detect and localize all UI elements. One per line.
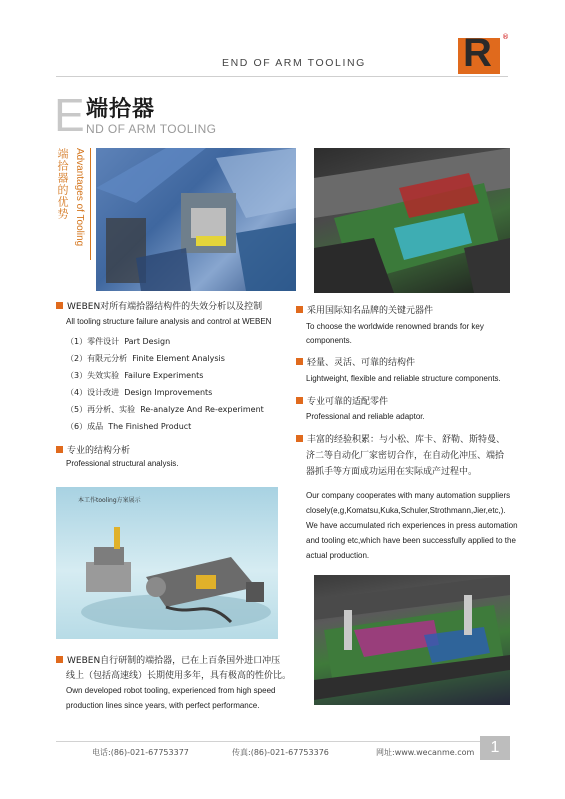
lightweight-heading xyxy=(296,357,415,369)
bullet-square-icon xyxy=(296,397,303,404)
robot-tooling-cn-2: 线上（包括高速线）长期使用多年，具有极高的性价比。 xyxy=(66,671,292,681)
page-title-en: ND OF ARM TOOLING xyxy=(86,122,217,136)
structural-analysis-cn: 专业的结构分析 xyxy=(67,446,131,456)
list-item: （1）零件设计 Part Design xyxy=(66,337,171,346)
company-logo xyxy=(458,31,509,75)
footer-divider xyxy=(56,741,510,742)
experience-heading xyxy=(296,434,505,446)
advantages-label-cn: 端拾器的优势 xyxy=(56,148,69,220)
adaptor-cn: 专业可靠的适配零件 xyxy=(307,397,389,407)
registered-mark: ® xyxy=(502,33,509,41)
tooling-cad-image xyxy=(96,148,296,291)
bullet-square-icon xyxy=(296,358,303,365)
brand-components-en-1: To choose the worldwide renowned brands for key xyxy=(306,322,484,331)
structural-analysis-en: Professional structural analysis. xyxy=(66,459,179,468)
list-item: （6）成品 The Finished Product xyxy=(66,422,192,431)
structural-analysis-heading xyxy=(56,445,130,457)
robot-tooling-heading xyxy=(56,655,280,667)
header-divider xyxy=(56,76,508,77)
robot-tooling-image xyxy=(56,487,278,639)
advantages-label-en: Advantages of Tooling xyxy=(74,148,85,247)
list-item: （2）有限元分析 Finite Element Analysis xyxy=(66,354,225,363)
header-title: END OF ARM TOOLING xyxy=(222,57,366,69)
failure-analysis-heading xyxy=(56,301,262,313)
adaptor-heading xyxy=(296,396,388,408)
bullet-square-icon xyxy=(56,302,63,309)
advantages-side-label xyxy=(56,148,92,260)
list-item: （4）设计改进 Design Improvements xyxy=(66,388,213,397)
bullet-square-icon xyxy=(56,446,63,453)
failure-analysis-heading-en: All tooling structure failure analysis and control at WEBEN xyxy=(66,317,272,326)
list-item: （3）失效实验 Failure Experiments xyxy=(66,371,204,380)
experience-cn-1: 丰富的经验积累：与小松、库卡、舒勒、斯特曼、 xyxy=(307,435,506,445)
bullet-square-icon xyxy=(296,435,303,442)
experience-en-5: actual production. xyxy=(306,551,370,560)
bullet-square-icon xyxy=(296,306,303,313)
experience-cn-3: 器抓手等方面成功运用在实际成产过程中。 xyxy=(306,467,478,477)
title-initial: E xyxy=(54,89,85,141)
footer-fax: 传真:(86)-021-67753376 xyxy=(232,748,329,757)
page-number: 1 xyxy=(480,736,510,760)
experience-en-4: and tooling etc,which have been successfully applied to the xyxy=(306,536,516,545)
list-item: （5）再分析、实验 Re-analyze And Re-experiment xyxy=(66,405,264,414)
brand-components-en-2: components. xyxy=(306,336,352,345)
adaptor-en: Professional and reliable adaptor. xyxy=(306,412,425,421)
advantages-label-rule xyxy=(90,148,91,260)
page-title-cn: 端拾器 xyxy=(86,97,156,122)
brand-components-cn: 采用国际知名品牌的关键元器件 xyxy=(307,306,434,316)
experience-en-3: We have accumulated rich experiences in press automation xyxy=(306,521,518,530)
robot-tooling-en-1: Own developed robot tooling, experienced from high speed xyxy=(66,686,276,695)
footer-website: 网址:www.wecanme.com xyxy=(376,748,475,757)
automation-line-image xyxy=(314,575,510,705)
robot-tooling-cn-1: WEBEN自行研制的端拾器，已在上百条国外进口冲压 xyxy=(67,656,281,666)
experience-cn-2: 济二等自动化厂家密切合作，在自动化冲压、端拾 xyxy=(306,451,505,461)
image-caption: 本工作tooling方案展示 xyxy=(78,497,141,504)
experience-en-2: closely(e,g,Komatsu,Kuka,Schuler,Strothmann,Jier,etc,). xyxy=(306,506,506,515)
lightweight-cn: 轻量、灵活、可靠的结构件 xyxy=(307,358,416,368)
experience-en-1: Our company cooperates with many automation suppliers xyxy=(306,491,511,500)
logo-letter: R xyxy=(463,31,492,75)
brand-components-heading xyxy=(296,305,433,317)
robot-tooling-en-2: production lines since years, with perfect performance. xyxy=(66,701,260,710)
footer-phone: 电话:(86)-021-67753377 xyxy=(92,748,189,757)
failure-analysis-heading-cn: WEBEN对所有端拾器结构件的失效分析以及控制 xyxy=(67,302,263,312)
bullet-square-icon xyxy=(56,656,63,663)
press-tooling-image xyxy=(314,148,510,293)
lightweight-en: Lightweight, flexible and reliable structure components. xyxy=(306,374,501,383)
